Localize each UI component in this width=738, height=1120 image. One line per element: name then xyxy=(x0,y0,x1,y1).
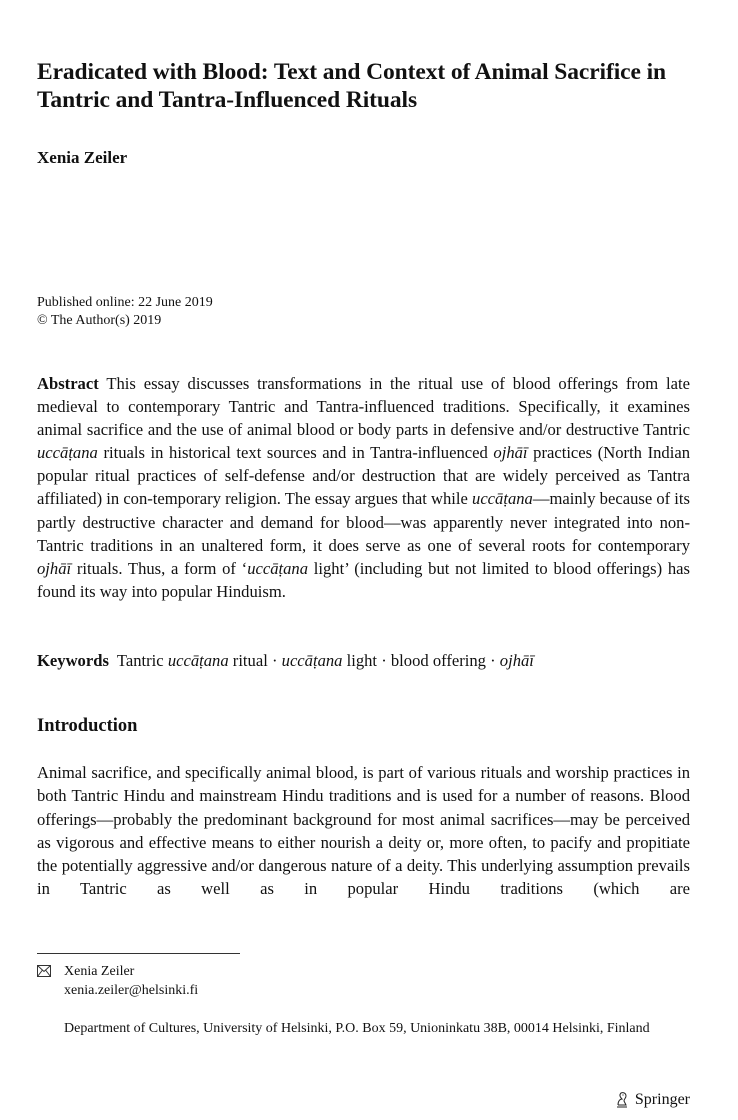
term-uccatana: uccāṭana xyxy=(472,489,533,509)
keyword: Tantric uccāṭana ritual xyxy=(116,651,268,670)
abstract xyxy=(37,372,690,603)
keyword: ojhāī xyxy=(499,651,534,670)
publisher-logo xyxy=(614,1090,690,1110)
keyword: blood offering xyxy=(390,651,486,670)
copyright-notice: © The Author(s) 2019 xyxy=(37,313,162,328)
abstract-text: rituals in historical text sources and in Tantra-influenced xyxy=(97,443,494,463)
abstract-text: This essay discusses transformations in the ritual use of blood offerings from late medieval to contemporary Tantric and Tantra-influenced traditions. Specifically, it examines animal sacrifice and the use of animal blood or body parts in defensive and/or destructive Tantric xyxy=(37,374,690,440)
keyword: uccāṭana light xyxy=(281,651,378,670)
correspondence-email[interactable]: xenia.zeiler@helsinki.fi xyxy=(64,983,199,998)
term-ojhai: ojhāī xyxy=(493,443,528,463)
abstract-text: practices (North Indian popular ritual practices of self-defense and/or destruction that are widely perceived as Tantra affiliated) in con-temporary religion. The essay argues that while xyxy=(37,443,690,509)
keywords-label: Keywords xyxy=(37,651,109,670)
footnote-divider xyxy=(37,953,240,954)
keywords xyxy=(37,649,690,672)
correspondence-block xyxy=(37,962,690,1000)
term-ojhai: ojhāī xyxy=(37,558,72,578)
keyword-separator: · xyxy=(377,651,391,670)
publication-info xyxy=(37,294,213,330)
envelope-icon xyxy=(37,965,51,977)
section-heading-introduction: Introduction xyxy=(37,716,138,736)
keyword-separator: · xyxy=(485,651,500,670)
author-name: Xenia Zeiler xyxy=(37,148,128,167)
abstract-label: Abstract xyxy=(37,374,99,393)
author-affiliation: Department of Cultures, University of Helsinki, P.O. Box 59, Unioninkatu 38B, 00014 Helsinki, Finland xyxy=(64,1021,650,1036)
correspondence-name: Xenia Zeiler xyxy=(64,964,135,979)
abstract-text: light’ (including but not limited to blood offerings) has found its way into popular Hinduism. xyxy=(37,558,690,601)
published-online-date: Published online: 22 June 2019 xyxy=(37,295,213,310)
introduction-paragraph: Animal sacrifice, and specifically animal blood, is part of various rituals and worship practices in both Tantric Hindu and mainstream Hindu traditions and is used for a number of reasons. Blood offerings—probably the predominant background for most animal sacrifices—may be perceived as vigorous and effective means to either nourish a deity or, more often, to pacify and propitiate the potentially aggressive and/or dangerous nature of a deity. This underlying assumption prevails in Tantric as well as in popular Hindu traditions (which are xyxy=(37,763,690,899)
abstract-text: —mainly because of its partly destructive character and demand for blood—was apparently never integrated into non-Tantric traditions in an unaltered form, it does serve as one of several roots for contemporary xyxy=(37,489,690,555)
springer-horse-icon xyxy=(614,1091,630,1109)
paper-title: Eradicated with Blood: Text and Context of Animal Sacrifice in Tantric and Tantra-Influenced Rituals xyxy=(37,59,666,113)
term-uccatana: uccāṭana xyxy=(247,558,309,578)
keyword-separator: · xyxy=(267,651,282,670)
term-uccatana: uccāṭana xyxy=(37,443,98,463)
abstract-text: rituals. Thus, a form of ‘ xyxy=(71,558,248,578)
publisher-name: Springer xyxy=(634,1091,690,1108)
